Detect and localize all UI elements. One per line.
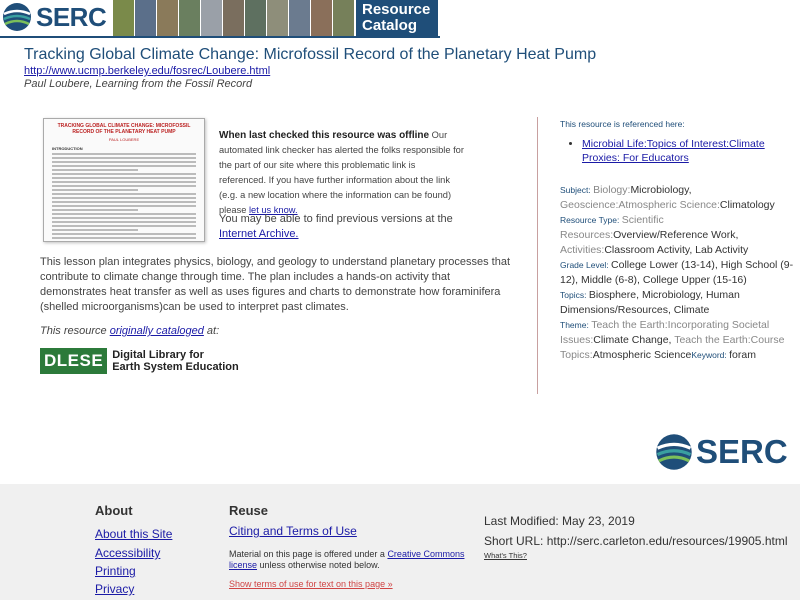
header-photo — [289, 0, 311, 36]
theme-cat2: Teach the Earth:Course Topics: — [560, 334, 785, 361]
grade-key: Grade Level: — [560, 260, 612, 270]
thumbnail-text-line — [52, 193, 196, 195]
thumbnail-text-line — [52, 221, 196, 223]
dlese-mark: DLESE — [40, 348, 107, 374]
list-item — [582, 137, 796, 165]
header-photo — [223, 0, 245, 36]
thumbnail-text-line — [52, 213, 196, 215]
subject-val2: Climatology — [719, 199, 775, 211]
versions-text: You may be able to find previous versions at the — [219, 213, 453, 225]
thumbnail-title: TRACKING GLOBAL CLIMATE CHANGE: MICROFOSSIL RECORD OF THE PLANETARY HEAT PUMP — [57, 123, 191, 135]
offline-notice — [219, 128, 464, 218]
resource-author: Paul Loubere, Learning from the Fossil Record — [24, 78, 253, 90]
accessibility-link[interactable]: Accessibility — [95, 546, 161, 560]
header-photo — [311, 0, 333, 36]
serc-footer-text: SERC — [696, 433, 788, 470]
dlese-text — [112, 349, 239, 373]
header-photo — [179, 0, 201, 36]
subject-key: Subject: — [560, 185, 594, 195]
thumbnail-text-line — [52, 237, 196, 239]
dlese-line2: Earth System Education — [112, 361, 239, 373]
grade-val: College Lower (13-14), High School (9-12), Middle (6-8), College Upper (15-16) — [560, 259, 794, 286]
badge-line2: Catalog — [362, 17, 418, 34]
previous-versions — [219, 212, 489, 242]
header-photo — [157, 0, 179, 36]
citing-terms-link[interactable]: Citing and Terms of Use — [229, 524, 357, 538]
keyword-key: Keyword: — [691, 350, 730, 360]
referenced-heading: This resource is referenced here: — [560, 119, 685, 129]
theme-key: Theme: — [560, 320, 592, 330]
header-photo — [245, 0, 267, 36]
type-key: Resource Type: — [560, 215, 622, 225]
printing-link[interactable]: Printing — [95, 564, 136, 578]
thumbnail-text-line — [52, 161, 196, 163]
thumbnail-text-line — [52, 225, 196, 227]
serc-globe-icon — [2, 2, 32, 32]
serc-globe-icon — [655, 433, 693, 471]
originally-cataloged-link[interactable]: originally cataloged — [109, 325, 204, 337]
header-photo — [113, 0, 135, 36]
thumbnail-author: PAUL LOUBERE — [108, 137, 140, 142]
last-modified: Last Modified: May 23, 2019 — [484, 514, 635, 528]
header-divider — [0, 36, 440, 38]
cataloged-suffix: at: — [203, 325, 220, 337]
let-us-know-link[interactable]: let us know. — [248, 205, 298, 215]
thumbnail-text-line — [52, 181, 196, 183]
thumbnail-text-line — [52, 233, 196, 235]
badge-line1: Resource — [362, 1, 431, 18]
cataloged-note — [40, 325, 219, 337]
short-url: Short URL: http://serc.carleton.edu/resources/19905.html — [484, 534, 788, 548]
header-photo — [267, 0, 289, 36]
page-title: Tracking Global Climate Change: Microfossil Record of the Planetary Heat Pump — [24, 46, 597, 63]
serc-logo-text: SERC — [36, 1, 107, 32]
theme-cat1: Teach the Earth:Incorporating Societal Issues: — [560, 319, 770, 346]
type-val1: Overview/Reference Work, — [613, 229, 739, 241]
topics-key: Topics: — [560, 290, 589, 300]
dlese-logo[interactable] — [40, 347, 239, 375]
resource-sidebar — [560, 117, 796, 363]
thumbnail-text-lines — [52, 153, 196, 239]
topics-meta — [560, 288, 796, 318]
license-link[interactable]: license — [229, 560, 258, 570]
thumbnail-text-line — [52, 157, 196, 159]
type-cat1: Scientific Resources: — [560, 214, 664, 241]
grade-level-meta — [560, 258, 796, 288]
type-val2: Classroom Activity, Lab Activity — [604, 244, 749, 256]
theme-val2: Atmospheric Science — [592, 349, 692, 361]
thumbnail-text-line — [52, 185, 196, 187]
resource-description: This lesson plan integrates physics, biology, and geology to understand planetary processes that contribute to climate change through time. The plan includes a hands-on activity that demonstrates heat transfer as well as uses figures and charts to demonstrate how foraminifera (shelled microorganisms)can be used to interpret past climates. — [40, 256, 511, 313]
resource-url-link[interactable]: http://www.ucmp.berkeley.edu/fosrec/Loubere.html — [24, 65, 271, 77]
whats-this-link[interactable]: What's This? — [484, 551, 527, 560]
thumbnail-text-line — [52, 189, 138, 191]
resource-type-meta — [560, 213, 796, 258]
header-photo — [201, 0, 223, 36]
topics-val: Biosphere, Microbiology, Human Dimensions/Resources, Climate — [560, 289, 740, 316]
show-terms-link[interactable]: Show terms of use for text on this page » — [229, 579, 393, 589]
thumbnail-text-line — [52, 229, 138, 231]
license-suffix: unless otherwise noted below. — [257, 560, 380, 570]
offline-text: Our automated link checker has alerted the folks responsible for the part of our site where this problematic link is referenced. If you have further information about the link (e.g. a new location where the information can be found) please — [219, 130, 464, 215]
about-heading: About — [95, 503, 133, 518]
thumbnail-text-line — [52, 197, 196, 199]
privacy-link[interactable]: Privacy — [95, 582, 135, 596]
dlese-line1: Digital Library for — [112, 349, 204, 361]
license-note — [229, 549, 469, 571]
thumbnail-text-line — [52, 217, 196, 219]
reuse-heading: Reuse — [229, 503, 269, 518]
theme-val1: Climate Change, — [593, 334, 675, 346]
thumbnail-text-line — [52, 205, 196, 207]
header-photo — [333, 0, 355, 36]
offline-heading: When last checked this resource was offline — [219, 130, 430, 141]
subject-val1: Microbiology, — [630, 184, 692, 196]
site-header — [0, 0, 800, 36]
internet-archive-link[interactable]: Internet Archive. — [219, 228, 299, 240]
referenced-link[interactable]: Microbial Life:Topics of Interest:Climate Proxies: For Educators — [582, 138, 765, 164]
subject-cat2: Geoscience:Atmospheric Science: — [560, 199, 720, 211]
thumbnail-text-line — [52, 201, 196, 203]
header-photo-strip — [113, 0, 355, 36]
referenced-list — [582, 137, 796, 165]
thumbnail-section: INTRODUCTION — [52, 146, 83, 151]
resource-thumbnail[interactable] — [43, 118, 205, 242]
header-photo — [135, 0, 157, 36]
site-footer — [0, 484, 800, 600]
cataloged-prefix: This resource — [40, 325, 110, 337]
serc-footer-logo[interactable] — [655, 432, 795, 472]
about-site-link[interactable]: About this Site — [95, 527, 173, 541]
theme-meta — [560, 318, 796, 363]
thumbnail-text-line — [52, 177, 196, 179]
keyword-val: foram — [729, 349, 756, 361]
serc-logo[interactable] — [2, 2, 112, 32]
thumbnail-text-line — [52, 169, 138, 171]
thumbnail-text-line — [52, 165, 196, 167]
sidebar-divider — [537, 117, 538, 394]
license-prefix: Material on this page is offered under a — [229, 549, 388, 559]
resource-catalog-badge[interactable] — [356, 0, 438, 36]
thumbnail-text-line — [52, 153, 196, 155]
thumbnail-text-line — [52, 173, 196, 175]
creative-commons-link[interactable]: Creative Commons — [387, 549, 465, 559]
subject-meta — [560, 183, 796, 213]
subject-cat1: Biology: — [593, 184, 631, 196]
type-cat2: Activities: — [560, 244, 605, 256]
thumbnail-text-line — [52, 209, 138, 211]
